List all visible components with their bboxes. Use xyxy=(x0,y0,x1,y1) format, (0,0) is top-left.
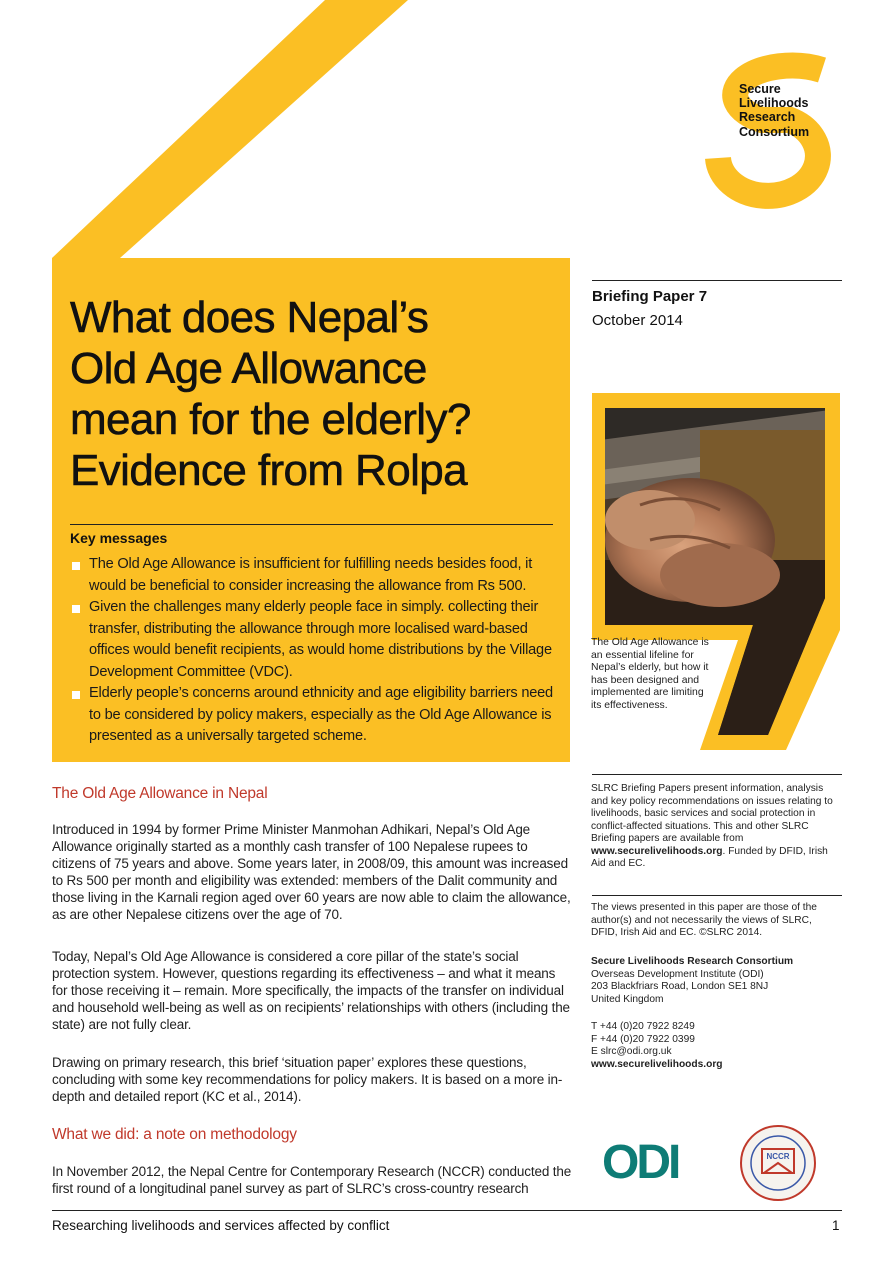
about-link[interactable]: www.securelivelihoods.org xyxy=(591,845,723,857)
list-item: Elderly people’s concerns around ethnicity and age eligibility barriers need to be considered by policy makers, especially as the Old Age Allowance is presented as a universally targeted scheme. xyxy=(70,683,560,748)
sidebar-disclaimer: The views presented in this paper are those of the author(s) and not necessarily the views of SLRC, DFID, Irish Aid and EC. ©SLRC 2014. xyxy=(591,902,817,938)
sidebar-about xyxy=(591,783,841,871)
org-name: Secure Livelihoods Research Consortium xyxy=(591,956,794,967)
sidebar-address xyxy=(591,956,841,1006)
briefing-top-rule xyxy=(592,280,842,281)
sidebar-rule xyxy=(592,895,842,896)
sidebar-rule xyxy=(592,774,842,775)
title-line: mean for the elderly? xyxy=(70,395,471,444)
website-link[interactable]: www.securelivelihoods.org xyxy=(591,1058,723,1070)
body-paragraph: Introduced in 1994 by former Prime Minister Manmohan Adhikari, Nepal’s Old Age Allowance originally started as a monthly cash transfer of 100 Nepalese rupees to citizens of 75 years and above. Some years later, in 2008/09, this amount was increased to Rs 500 per month and eligibility was extended: members of the Dalit community and those living in the Karnali region aged over 60 years are now able to claim the allowance, as are other Nepalese citizens over the age of 70. xyxy=(52,822,571,922)
photo-caption: The Old Age Allowance is an essential lifeline for Nepal’s elderly, but how it has been designed and implemented are limiting its effectiveness. xyxy=(591,637,709,711)
logo-line: Secure xyxy=(739,82,781,96)
body-paragraph: Today, Nepal’s Old Age Allowance is considered a core pillar of the state’s social protection system. However, questions regarding its effectiveness – and what it means for those receiving it – remain. More specifically, the impacts of the transfer on individual and household well-being as well as on recipients’ relationships with others (including the state) are not fully clear. xyxy=(52,949,570,1032)
about-text-end: . Funded by DFID, Irish Aid and EC. xyxy=(591,845,828,869)
title-line: Evidence from Rolpa xyxy=(70,446,468,495)
nccr-logo xyxy=(738,1123,818,1203)
logo-line: Consortium xyxy=(739,124,810,139)
footer-rule xyxy=(52,1210,842,1211)
page-title xyxy=(70,292,560,496)
list-item: Given the challenges many elderly people face in simply. collecting their transfer, distributing the allowance through more localised ward-based offices would benefit recipients, as would home distributions by the Village Development Committee (VDC). xyxy=(70,597,560,683)
section-heading-methodology: What we did: a note on methodology xyxy=(52,1126,297,1143)
key-messages-divider xyxy=(70,524,553,525)
page-number: 1 xyxy=(832,1218,840,1233)
slrc-logo-text xyxy=(739,82,809,139)
briefing-date: October 2014 xyxy=(592,312,683,329)
logo-line: Research xyxy=(739,110,796,125)
key-messages-heading: Key messages xyxy=(70,530,168,546)
section-heading-oaa: The Old Age Allowance in Nepal xyxy=(52,785,268,802)
sidebar-contact xyxy=(591,1021,841,1071)
key-messages-list xyxy=(70,554,560,748)
logo-line: Livelihoods xyxy=(739,96,809,111)
body-paragraph: In November 2012, the Nepal Centre for Contemporary Research (NCCR) conducted the first round of a longitudinal panel survey as part of SLRC’s cross-country research xyxy=(52,1164,572,1196)
phone-line: T +44 (0)20 7922 8249 xyxy=(591,1021,695,1032)
body-paragraph: Drawing on primary research, this brief ‘situation paper’ explores these questions, concluding with some key recommendations for policy makers. It is based on a more in-depth and detailed report (KC et al., 2014). xyxy=(52,1055,563,1104)
briefing-paper-label: Briefing Paper 7 xyxy=(592,288,708,305)
title-line: What does Nepal’s xyxy=(70,293,429,342)
list-item: The Old Age Allowance is insufficient for fulfilling needs besides food, it would be beneficial to consider increasing the allowance from Rs 500. xyxy=(70,554,560,597)
footer-tagline: Researching livelihoods and services affected by conflict xyxy=(52,1218,390,1233)
address-line: 203 Blackfriars Road, London SE1 8NJ xyxy=(591,981,769,992)
title-line: Old Age Allowance xyxy=(70,344,427,393)
address-line: United Kingdom xyxy=(591,993,664,1005)
fax-line: F +44 (0)20 7922 0399 xyxy=(591,1033,695,1045)
email-line[interactable]: E slrc@odi.org.uk xyxy=(591,1046,672,1057)
nccr-logo-text: NCCR xyxy=(766,1152,790,1161)
odi-logo-text: ODI xyxy=(602,1136,679,1184)
odi-logo xyxy=(600,1136,692,1184)
about-text: SLRC Briefing Papers present information, analysis and key policy recommendations on issues relating to livelihoods, basic services and social protection in conflict-affected situations. This and other SLRC Briefing papers are available from xyxy=(591,783,833,844)
address-line: Overseas Development Institute (ODI) xyxy=(591,968,764,980)
